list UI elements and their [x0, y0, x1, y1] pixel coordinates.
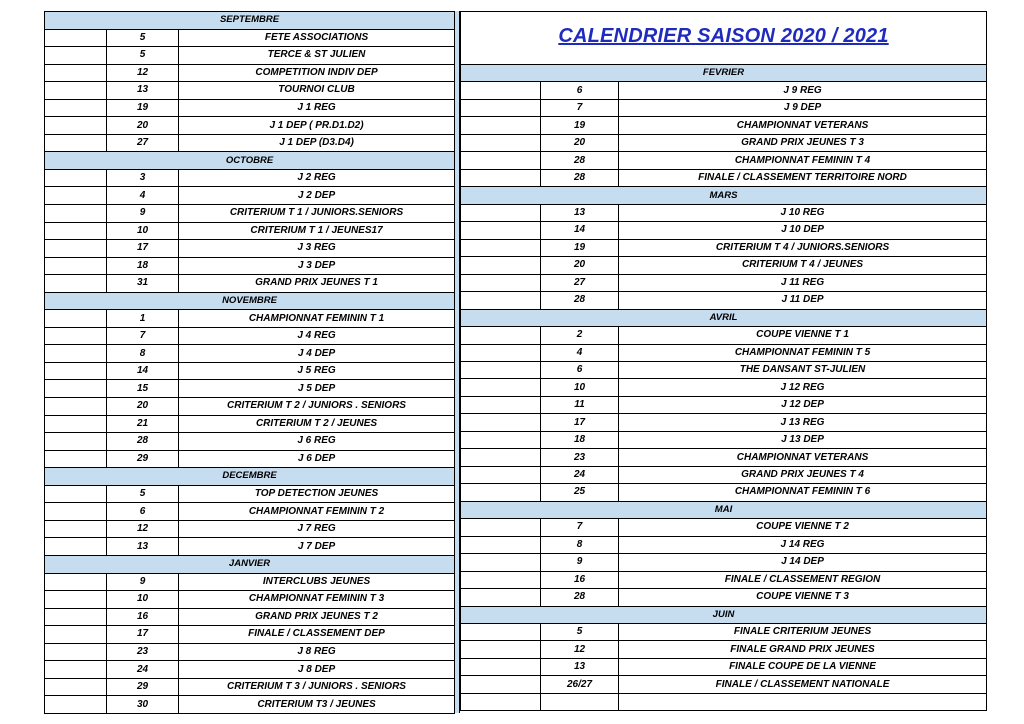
event-row: [461, 274, 987, 291]
event-row: [45, 82, 455, 100]
month-header: MAI: [461, 501, 987, 518]
event-name: CRITERIUM T 2 / JUNIORS . SENIORS: [179, 398, 455, 416]
event-name: GRAND PRIX JEUNES T 4: [619, 466, 987, 483]
event-name: CHAMPIONNAT VETERANS: [619, 449, 987, 466]
event-name: J 14 REG: [619, 536, 987, 553]
month-header-row: [461, 309, 987, 326]
event-name: COUPE VIENNE T 2: [619, 519, 987, 536]
event-day: 24: [107, 661, 179, 679]
event-row: [461, 519, 987, 536]
event-day: 17: [107, 240, 179, 258]
event-name: J 6 REG: [179, 433, 455, 451]
event-row: [45, 573, 455, 591]
blank-cell: [45, 117, 107, 135]
event-day: 16: [541, 571, 619, 588]
event-day: 28: [541, 589, 619, 606]
event-name: GRAND PRIX JEUNES T 2: [179, 608, 455, 626]
event-name: J 5 REG: [179, 362, 455, 380]
event-day: 25: [541, 484, 619, 501]
event-row: [45, 187, 455, 205]
event-name: J 14 DEP: [619, 554, 987, 571]
event-day: 20: [107, 398, 179, 416]
event-row: [45, 485, 455, 503]
event-row: [461, 134, 987, 151]
event-row: [461, 169, 987, 186]
event-day: 4: [541, 344, 619, 361]
event-name: J 7 REG: [179, 520, 455, 538]
event-row: [461, 414, 987, 431]
blank-cell: [461, 536, 541, 553]
month-header-row: [461, 501, 987, 518]
blank-cell: [45, 327, 107, 345]
event-day: 12: [541, 641, 619, 658]
event-row: [45, 240, 455, 258]
event-row: [45, 29, 455, 47]
blank-cell: [461, 327, 541, 344]
event-row: [45, 310, 455, 328]
blank-cell: [461, 431, 541, 448]
event-day: 2: [541, 327, 619, 344]
blank-cell: [45, 608, 107, 626]
blank-cell: [45, 345, 107, 363]
blank-cell: [45, 520, 107, 538]
event-row: [461, 152, 987, 169]
event-row: [45, 380, 455, 398]
month-header: DECEMBRE: [45, 468, 455, 486]
event-row: [45, 362, 455, 380]
event-row: [45, 134, 455, 152]
event-row: [461, 222, 987, 239]
event-row: [461, 624, 987, 641]
event-row: [45, 275, 455, 293]
event-day: 3: [107, 169, 179, 187]
event-day: 6: [107, 503, 179, 521]
blank-cell: [45, 696, 107, 714]
event-name: CRITERIUM T 1 / JEUNES17: [179, 222, 455, 240]
event-row: [45, 64, 455, 82]
event-row: [461, 204, 987, 221]
event-name: J 2 REG: [179, 169, 455, 187]
event-row: [461, 554, 987, 571]
event-day: 27: [107, 134, 179, 152]
event-row: [45, 345, 455, 363]
event-name: CHAMPIONNAT FEMININ T 6: [619, 484, 987, 501]
event-day: 28: [107, 433, 179, 451]
event-row: [461, 344, 987, 361]
event-day: 9: [107, 205, 179, 223]
event-day: 23: [107, 643, 179, 661]
event-name: FETE ASSOCIATIONS: [179, 29, 455, 47]
event-name: FINALE / CLASSEMENT REGION: [619, 571, 987, 588]
month-header-row: [45, 468, 455, 486]
title-row: [461, 12, 987, 65]
event-day: 21: [107, 415, 179, 433]
blank-cell: [45, 257, 107, 275]
event-row: [45, 661, 455, 679]
month-header: AVRIL: [461, 309, 987, 326]
blank-cell: [45, 450, 107, 468]
blank-cell: [461, 414, 541, 431]
blank-cell: [45, 275, 107, 293]
month-header-row: [45, 12, 455, 30]
blank-cell: [45, 661, 107, 679]
month-header-row: [45, 292, 455, 310]
month-header: MARS: [461, 187, 987, 204]
event-day: 6: [541, 82, 619, 99]
event-row: [461, 257, 987, 274]
blank-cell: [461, 554, 541, 571]
event-name: J 9 DEP: [619, 99, 987, 116]
event-name: GRAND PRIX JEUNES T 1: [179, 275, 455, 293]
event-row: [45, 99, 455, 117]
event-day: 18: [541, 431, 619, 448]
event-row: [461, 239, 987, 256]
event-row: [45, 626, 455, 644]
event-row: [461, 641, 987, 658]
event-day: 8: [107, 345, 179, 363]
event-name: INTERCLUBS JEUNES: [179, 573, 455, 591]
right-calendar-table: [460, 11, 987, 711]
event-day: 30: [107, 696, 179, 714]
blank-cell: [45, 169, 107, 187]
blank-cell: [461, 117, 541, 134]
event-name: J 4 DEP: [179, 345, 455, 363]
event-day: [541, 693, 619, 710]
event-day: 10: [107, 222, 179, 240]
blank-cell: [461, 693, 541, 710]
blank-cell: [45, 29, 107, 47]
event-row: [461, 693, 987, 710]
event-row: [461, 466, 987, 483]
blank-cell: [461, 519, 541, 536]
month-header-row: [45, 555, 455, 573]
event-row: [461, 292, 987, 309]
blank-cell: [45, 222, 107, 240]
blank-cell: [461, 676, 541, 693]
blank-cell: [45, 485, 107, 503]
blank-cell: [45, 398, 107, 416]
month-header: NOVEMBRE: [45, 292, 455, 310]
blank-cell: [45, 240, 107, 258]
event-row: [45, 450, 455, 468]
blank-cell: [45, 573, 107, 591]
blank-cell: [461, 204, 541, 221]
event-day: 15: [107, 380, 179, 398]
event-day: 5: [107, 29, 179, 47]
event-day: 16: [107, 608, 179, 626]
blank-cell: [461, 292, 541, 309]
blank-cell: [45, 187, 107, 205]
event-day: 13: [107, 538, 179, 556]
blank-cell: [45, 433, 107, 451]
event-name: FINALE / CLASSEMENT DEP: [179, 626, 455, 644]
event-name: CHAMPIONNAT FEMININ T 2: [179, 503, 455, 521]
blank-cell: [461, 257, 541, 274]
month-header: FEVRIER: [461, 65, 987, 82]
event-day: 10: [541, 379, 619, 396]
blank-cell: [461, 361, 541, 378]
event-name: COUPE VIENNE T 1: [619, 327, 987, 344]
event-row: [461, 117, 987, 134]
blank-cell: [45, 310, 107, 328]
event-name: COMPETITION INDIV DEP: [179, 64, 455, 82]
event-day: 18: [107, 257, 179, 275]
blank-cell: [461, 484, 541, 501]
event-name: J 8 REG: [179, 643, 455, 661]
event-day: 20: [107, 117, 179, 135]
blank-cell: [461, 466, 541, 483]
event-row: [45, 520, 455, 538]
event-day: 28: [541, 152, 619, 169]
event-name: COUPE VIENNE T 3: [619, 589, 987, 606]
event-day: 19: [107, 99, 179, 117]
event-day: 31: [107, 275, 179, 293]
event-row: [45, 398, 455, 416]
event-name: FINALE / CLASSEMENT TERRITOIRE NORD: [619, 169, 987, 186]
event-row: [461, 82, 987, 99]
blank-cell: [45, 82, 107, 100]
blank-cell: [461, 641, 541, 658]
event-name: THE DANSANT ST-JULIEN: [619, 361, 987, 378]
event-name: TOURNOI CLUB: [179, 82, 455, 100]
blank-cell: [45, 678, 107, 696]
event-row: [45, 117, 455, 135]
event-day: 5: [541, 624, 619, 641]
blank-cell: [461, 239, 541, 256]
event-day: 8: [541, 536, 619, 553]
event-day: 7: [541, 519, 619, 536]
event-day: 27: [541, 274, 619, 291]
event-row: [45, 643, 455, 661]
event-day: 13: [541, 204, 619, 221]
event-name: TERCE & ST JULIEN: [179, 47, 455, 65]
blank-cell: [461, 449, 541, 466]
blank-cell: [45, 99, 107, 117]
event-row: [461, 536, 987, 553]
blank-cell: [461, 344, 541, 361]
event-name: J 13 DEP: [619, 431, 987, 448]
event-name: CRITERIUM T 4 / JUNIORS.SENIORS: [619, 239, 987, 256]
event-row: [461, 99, 987, 116]
blank-cell: [461, 658, 541, 675]
event-day: 28: [541, 169, 619, 186]
event-name: J 1 DEP (D3.D4): [179, 134, 455, 152]
event-name: J 13 REG: [619, 414, 987, 431]
event-day: 4: [107, 187, 179, 205]
right-calendar-panel: [460, 11, 986, 713]
event-day: 20: [541, 257, 619, 274]
event-row: [45, 257, 455, 275]
blank-cell: [45, 503, 107, 521]
month-header: SEPTEMBRE: [45, 12, 455, 30]
event-name: CHAMPIONNAT FEMININ T 1: [179, 310, 455, 328]
event-name: FINALE COUPE DE LA VIENNE: [619, 658, 987, 675]
event-day: 11: [541, 396, 619, 413]
event-name: CHAMPIONNAT FEMININ T 5: [619, 344, 987, 361]
blank-cell: [45, 643, 107, 661]
event-name: J 10 REG: [619, 204, 987, 221]
event-row: [461, 379, 987, 396]
blank-cell: [45, 626, 107, 644]
event-name: CRITERIUM T 3 / JUNIORS . SENIORS: [179, 678, 455, 696]
event-row: [45, 415, 455, 433]
event-row: [461, 361, 987, 378]
event-day: 1: [107, 310, 179, 328]
blank-cell: [461, 82, 541, 99]
title-cell: [461, 12, 987, 65]
blank-cell: [45, 380, 107, 398]
event-row: [45, 678, 455, 696]
event-day: 29: [107, 450, 179, 468]
blank-cell: [45, 415, 107, 433]
event-row: [461, 449, 987, 466]
month-header-row: [461, 65, 987, 82]
event-row: [461, 327, 987, 344]
event-day: 7: [107, 327, 179, 345]
event-name: CRITERIUM T3 / JEUNES: [179, 696, 455, 714]
month-header-row: [45, 152, 455, 170]
event-day: 19: [541, 117, 619, 134]
event-row: [45, 608, 455, 626]
event-day: 14: [107, 362, 179, 380]
event-row: [461, 589, 987, 606]
event-day: 10: [107, 591, 179, 609]
event-row: [461, 396, 987, 413]
event-row: [45, 591, 455, 609]
blank-cell: [461, 99, 541, 116]
event-day: 5: [107, 47, 179, 65]
blank-cell: [45, 205, 107, 223]
event-name: FINALE GRAND PRIX JEUNES: [619, 641, 987, 658]
event-name: CHAMPIONNAT FEMININ T 4: [619, 152, 987, 169]
blank-cell: [461, 624, 541, 641]
event-row: [461, 571, 987, 588]
event-name: [619, 693, 987, 710]
month-header: JUIN: [461, 606, 987, 623]
blank-cell: [461, 274, 541, 291]
event-row: [45, 222, 455, 240]
event-day: 13: [541, 658, 619, 675]
event-name: J 10 DEP: [619, 222, 987, 239]
blank-cell: [461, 152, 541, 169]
event-name: GRAND PRIX JEUNES T 3: [619, 134, 987, 151]
event-row: [45, 205, 455, 223]
event-name: TOP DETECTION JEUNES: [179, 485, 455, 503]
event-name: CHAMPIONNAT FEMININ T 3: [179, 591, 455, 609]
event-name: J 6 DEP: [179, 450, 455, 468]
event-day: 19: [541, 239, 619, 256]
event-name: J 7 DEP: [179, 538, 455, 556]
event-day: 24: [541, 466, 619, 483]
event-day: 17: [107, 626, 179, 644]
event-day: 12: [107, 64, 179, 82]
month-header-row: [461, 187, 987, 204]
event-name: J 11 REG: [619, 274, 987, 291]
event-row: [45, 538, 455, 556]
blank-cell: [461, 571, 541, 588]
event-row: [45, 327, 455, 345]
event-day: 20: [541, 134, 619, 151]
page-title: CALENDRIER SAISON 2020 / 2021: [558, 25, 889, 47]
event-day: 23: [541, 449, 619, 466]
event-row: [45, 169, 455, 187]
event-name: J 2 DEP: [179, 187, 455, 205]
left-calendar-table: [44, 11, 455, 714]
blank-cell: [45, 134, 107, 152]
event-day: 9: [107, 573, 179, 591]
event-row: [461, 484, 987, 501]
blank-cell: [461, 396, 541, 413]
event-name: J 3 DEP: [179, 257, 455, 275]
event-day: 26/27: [541, 676, 619, 693]
event-day: 12: [107, 520, 179, 538]
event-row: [45, 433, 455, 451]
month-header: OCTOBRE: [45, 152, 455, 170]
event-day: 9: [541, 554, 619, 571]
event-row: [461, 658, 987, 675]
event-name: J 12 DEP: [619, 396, 987, 413]
event-row: [45, 47, 455, 65]
event-name: CRITERIUM T 4 / JEUNES: [619, 257, 987, 274]
event-name: J 12 REG: [619, 379, 987, 396]
left-calendar-panel: [44, 11, 454, 713]
blank-cell: [45, 538, 107, 556]
event-name: FINALE CRITERIUM JEUNES: [619, 624, 987, 641]
event-row: [45, 503, 455, 521]
event-name: J 1 DEP ( PR.D1.D2): [179, 117, 455, 135]
blank-cell: [461, 169, 541, 186]
month-header-row: [461, 606, 987, 623]
event-name: J 4 REG: [179, 327, 455, 345]
blank-cell: [45, 47, 107, 65]
event-name: J 8 DEP: [179, 661, 455, 679]
event-day: 17: [541, 414, 619, 431]
blank-cell: [45, 64, 107, 82]
event-row: [461, 431, 987, 448]
blank-cell: [461, 222, 541, 239]
event-name: CRITERIUM T 2 / JEUNES: [179, 415, 455, 433]
event-name: J 1 REG: [179, 99, 455, 117]
event-day: 13: [107, 82, 179, 100]
event-day: 7: [541, 99, 619, 116]
event-day: 5: [107, 485, 179, 503]
blank-cell: [461, 134, 541, 151]
event-name: CRITERIUM T 1 / JUNIORS.SENIORS: [179, 205, 455, 223]
event-name: J 11 DEP: [619, 292, 987, 309]
month-header: JANVIER: [45, 555, 455, 573]
event-name: J 3 REG: [179, 240, 455, 258]
event-day: 6: [541, 361, 619, 378]
event-name: J 9 REG: [619, 82, 987, 99]
event-day: 14: [541, 222, 619, 239]
event-row: [45, 696, 455, 714]
blank-cell: [45, 362, 107, 380]
blank-cell: [461, 589, 541, 606]
event-day: 28: [541, 292, 619, 309]
event-name: CHAMPIONNAT VETERANS: [619, 117, 987, 134]
blank-cell: [461, 379, 541, 396]
event-name: J 5 DEP: [179, 380, 455, 398]
event-name: FINALE / CLASSEMENT NATIONALE: [619, 676, 987, 693]
blank-cell: [45, 591, 107, 609]
event-row: [461, 676, 987, 693]
event-day: 29: [107, 678, 179, 696]
